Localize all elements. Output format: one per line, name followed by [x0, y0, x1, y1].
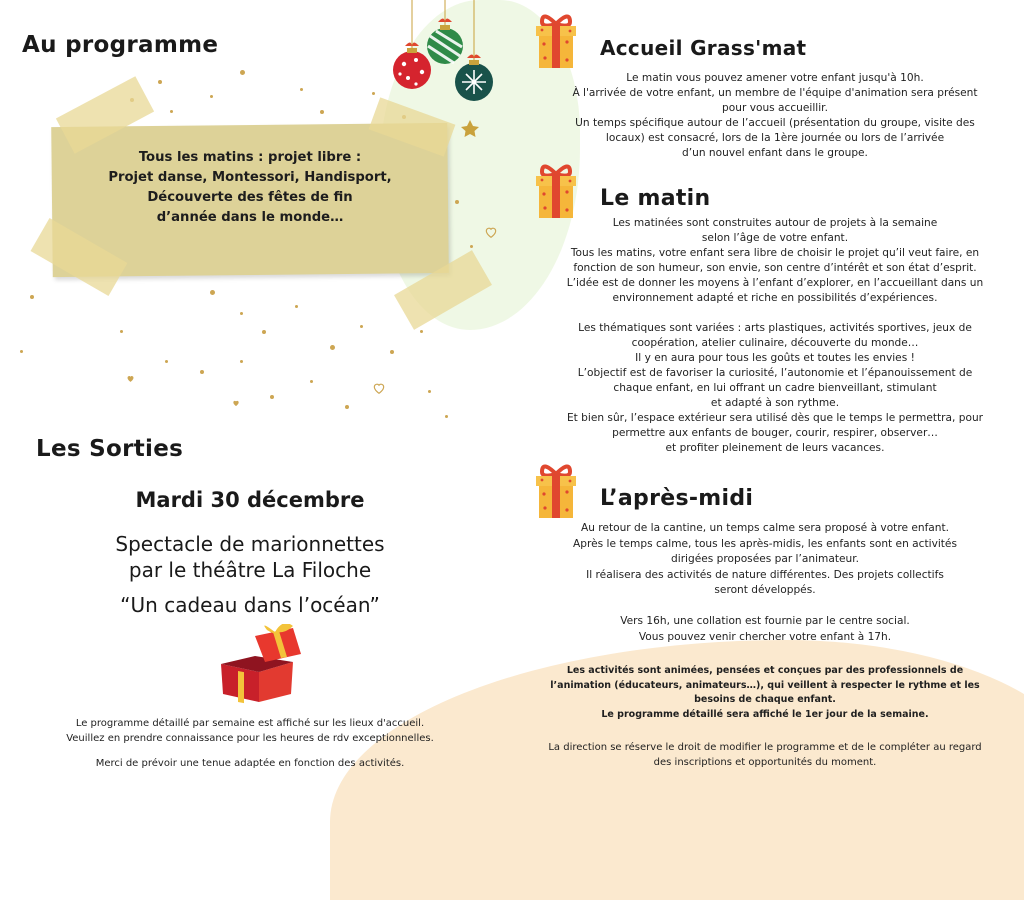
programme-title: Au programme: [22, 32, 219, 58]
apres-midi-text: Au retour de la cantine, un temps calme sera proposé à votre enfant. Après le temps calme, tous les après-midis, les enfants sont en activités dirigées proposées par l’animateur. Il réalisera des activités de nature différentes. Des projets collectifs seront développés.: [573, 522, 957, 596]
sortie-event-line1: Spectacle de marionnettes: [115, 532, 385, 556]
heart-icon: [126, 368, 135, 377]
open-gift-icon: [215, 624, 305, 704]
heart-icon: [232, 392, 240, 400]
accueil-title: Accueil Grass'mat: [600, 36, 807, 60]
heart-icon: [372, 380, 386, 394]
sorties-title: Les Sorties: [36, 436, 184, 462]
sortie-date: Mardi 30 décembre: [135, 488, 365, 512]
matin-text-themes: Les thématiques sont variées : arts plastiques, activités sportives, jeux de coopération, atelier culinaire, découverte du monde… Il y en aura pour tous les goûts et toutes les envies ! L’objectif est de favoriser la curiosité, l’autonomie et l’épanouissement de chaque enfant, en lui offrant un cadre bienveillant, stimulant et adapté à son rythme. Et bien sûr, l’espace extérieur sera utilisé dès que le temps le permettra, pour permettre aux enfants de bouger, courir, respirer, observer… et profiter pleinement de leurs vacances.: [566, 322, 984, 454]
heart-icon: [484, 224, 498, 238]
gift-icon: [533, 162, 579, 220]
gift-icon: [533, 12, 579, 70]
accueil-text: Le matin vous pouvez amener votre enfant jusqu'à 10h. À l'arrivée de votre enfant, un membre de l'équipe d'animation sera présent pour vous accueillir. Un temps spécifique autour de l’accueil (présentation du groupe, visite des locaux) est consacré, lors de la 1ère journée ou lors de l’arrivée d’un nouvel enfant dans le groupe.: [572, 72, 978, 159]
footer-note-tenue: Merci de prévoir une tenue adaptée en fonction des activités.: [95, 758, 405, 769]
sortie-event-title: “Un cadeau dans l’océan”: [120, 593, 380, 617]
collation-text: Vers 16h, une collation est fournie par le centre social. Vous pouvez venir chercher votre enfant à 17h.: [620, 615, 910, 643]
matin-title: Le matin: [600, 186, 711, 211]
gift-icon: [533, 462, 579, 520]
professionnels-text: Les activités sont animées, pensées et conçues par des professionnels de l’animation (éducateurs, animateurs…), qui veillent à respecter le rythme et les besoins de chaque enfant. Le programme détaillé sera affiché le 1er jour de la semaine.: [550, 665, 980, 720]
footer-note-programme: Le programme détaillé par semaine est affiché sur les lieux d'accueil. Veuillez en prendre connaissance pour les heures de rdv exceptionnelles.: [66, 718, 434, 744]
direction-text: La direction se réserve le droit de modifier le programme et de le compléter au regard des inscriptions et opportunités du moment.: [548, 742, 982, 768]
sortie-event-line2: par le théâtre La Filoche: [128, 558, 372, 582]
programme-note-text: Tous les matins : projet libre : Projet danse, Montessori, Handisport, Découverte des fêtes de fin d’année dans le monde…: [108, 150, 392, 225]
apres-midi-title: L’après-midi: [600, 486, 754, 511]
matin-text-intro: Les matinées sont construites autour de projets à la semaine selon l’âge de votre enfant. Tous les matins, votre enfant sera libre de choisir le projet qu’il veut faire, en fonction de son humeur, son envie, son centre d’intérêt et son état d’esprit. L’idée est de donner les moyens à l’enfant d’explorer, en l’accueillant dans un environnement adapté et riche en possibilités d’expériences.: [566, 217, 984, 304]
